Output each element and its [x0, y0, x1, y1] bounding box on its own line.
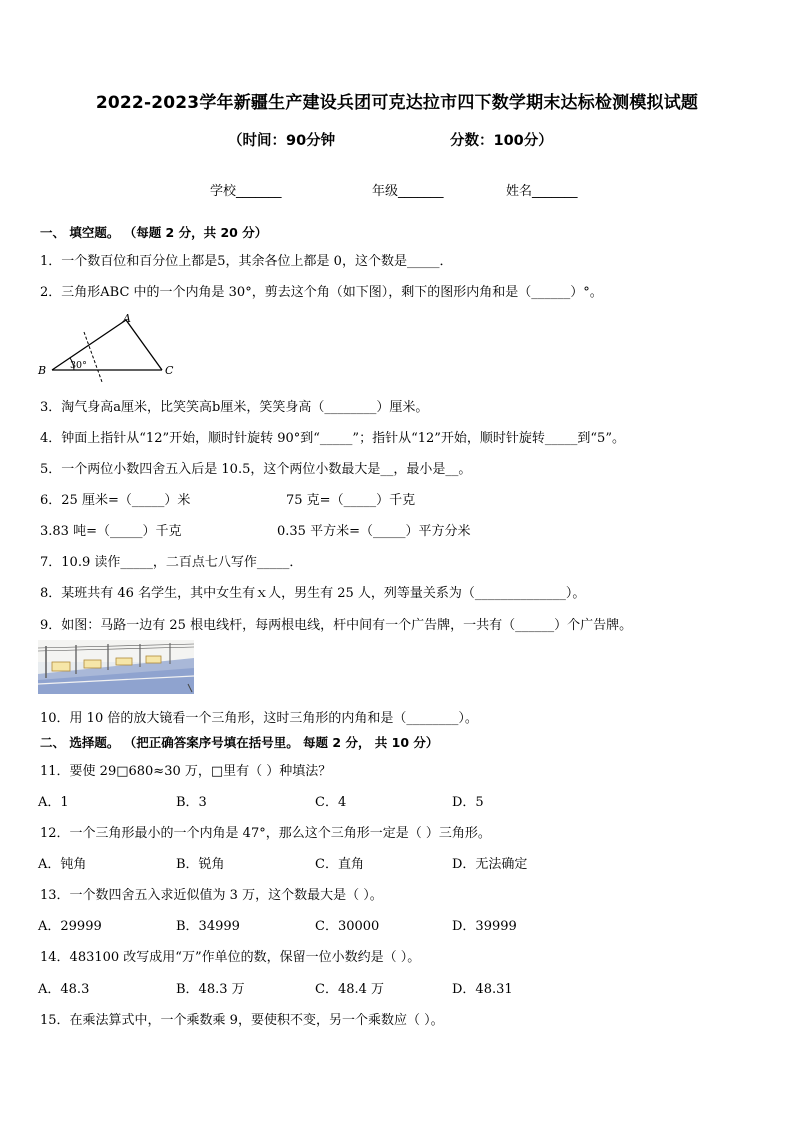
- question-6d: 0.35 平方米=（_____）平方分米: [277, 524, 471, 539]
- vertex-b-label: B: [38, 364, 47, 377]
- q13-option-a: A．29999: [38, 919, 102, 934]
- question-5: 5．一个两位小数四舍五入后是 10.5，这个两位小数最大是__，最小是__。: [40, 462, 472, 477]
- name-field: 姓名_______: [506, 184, 578, 199]
- q11-option-d: D．5: [452, 795, 484, 810]
- question-3: 3．淘气身高a厘米，比笑笑高b厘米，笑笑身高（________）厘米。: [40, 400, 429, 415]
- question-2: 2．三角形ABC 中的一个内角是 30°，剪去这个角（如下图），剩下的图形内角和是（______）°。: [40, 285, 603, 300]
- q11-option-c: C．4: [315, 795, 347, 810]
- question-6a: 6．25 厘米=（_____）米: [40, 493, 191, 508]
- q14-option-a: A．48.3: [38, 982, 90, 997]
- question-9: 9．如图：马路一边有 25 根电线杆，每两根电线，杆中间有一个广告牌，一共有（______）个广告牌。: [40, 618, 633, 633]
- q12-option-b: B．锐角: [176, 857, 225, 872]
- angle-label: 30°: [70, 360, 87, 371]
- q14-option-b: B．48.3 万: [176, 982, 245, 997]
- question-12: 12．一个三角形最小的一个内角是 47°，那么这个三角形一定是（ ）三角形。: [40, 826, 491, 841]
- q13-option-d: D．39999: [452, 919, 517, 934]
- question-4: 4．钟面上指针从“12”开始，顺时针旋转 90°到“_____”；指针从“12”开始，顺时针旋转_____到“5”。: [40, 431, 625, 446]
- question-7: 7．10.9 读作_____，二百点七八写作_____．: [40, 555, 303, 570]
- question-6b: 75 克=（_____）千克: [286, 493, 416, 508]
- question-15: 15．在乘法算式中，一个乘数乘 9，要使积不变，另一个乘数应（ ）。: [40, 1013, 444, 1028]
- triangle-figure: [34, 310, 184, 385]
- vertex-a-label: A: [123, 312, 131, 325]
- grade-field: 年级_______: [372, 184, 444, 199]
- q12-option-d: D．无法确定: [452, 857, 528, 872]
- q13-option-b: B．34999: [176, 919, 240, 934]
- total-score: 分数：100分）: [450, 133, 553, 149]
- time-limit: （时间：90分钟: [228, 133, 336, 149]
- q12-option-a: A．钝角: [38, 857, 87, 872]
- exam-title: 2022-2023学年新疆生产建设兵团可克达拉市四下数学期末达标检测模拟试题: [95, 93, 699, 113]
- q14-option-c: C．48.4 万: [315, 982, 385, 997]
- q11-option-b: B．3: [176, 795, 207, 810]
- question-10: 10．用 10 倍的放大镜看一个三角形，这时三角形的内角和是（________）。: [40, 711, 478, 726]
- section-1-heading: 一、 填空题。 （每题 2 分，共 20 分）: [40, 225, 268, 240]
- question-14: 14．483100 改写成用“万”作单位的数，保留一位小数约是（ ）。: [40, 950, 421, 965]
- vertex-c-label: C: [165, 364, 174, 377]
- question-11: 11．要使 29□680≈30 万，□里有（ ）种填法？: [40, 764, 332, 779]
- school-field: 学校_______: [210, 184, 282, 199]
- q14-option-d: D．48.31: [452, 982, 513, 997]
- question-13: 13．一个数四舍五入求近似值为 3 万，这个数最大是（ ）。: [40, 888, 383, 903]
- question-1: 1．一个数百位和百分位上都是5，其余各位上都是 0，这个数是_____．: [40, 254, 453, 269]
- question-6c: 3.83 吨=（_____）千克: [40, 524, 182, 539]
- question-8: 8．某班共有 46 名学生，其中女生有ｘ人，男生有 25 人，列等量关系为（______________）。: [40, 586, 586, 601]
- q13-option-c: C．30000: [315, 919, 380, 934]
- section-2-heading: 二、 选择题。 （把正确答案序号填在括号里。 每题 2 分， 共 10 分）: [40, 735, 439, 750]
- road-illustration: [38, 640, 194, 694]
- q12-option-c: C．直角: [315, 857, 364, 872]
- q11-option-a: A．1: [38, 795, 69, 810]
